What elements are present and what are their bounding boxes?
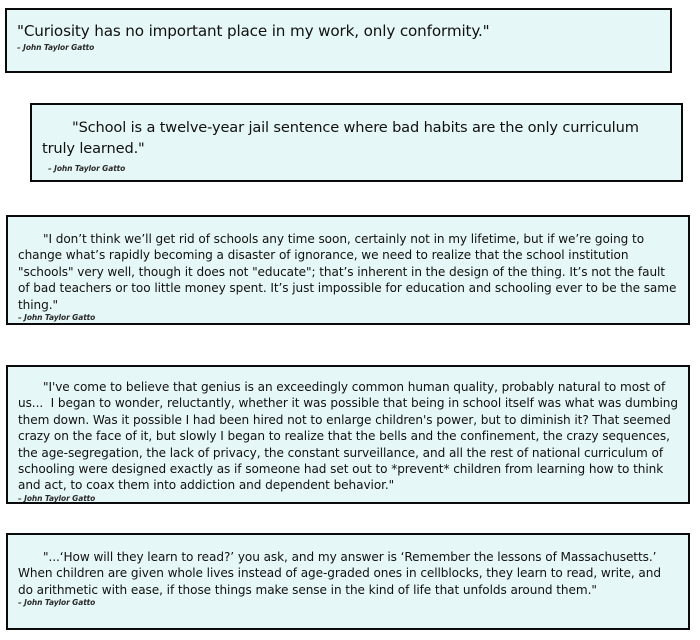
quote-card-2 [30,103,683,182]
quote-attribution-5: – John Taylor Gatto [18,598,96,608]
quote-attribution-2: – John Taylor Gatto [48,164,126,173]
quote-attribution-1: – John Taylor Gatto [17,43,95,52]
quote-card-1 [5,8,672,73]
quote-card-3 [6,215,690,325]
quote-text-4: "I've come to believe that genius is an exceedingly common human quality, probably natural to most of us... I began to wonder, reluctantly, whether it was possible that being in school itself was what was dumbing them down. Was it possible I had been hired not to enlarge children's power, but to diminish it? That seemed crazy on the face of it, but slowly I began to realize that the bells and the confinement, the crazy sequences, the age-segregation, the lack of privacy, the constant surveillance, and all the rest of national curriculum of schooling were designed exactly as if someone had set out to *prevent* children from learning how to think and act, to coax them into addiction and dependent behavior." [18,380,682,493]
quote-text-3: "I don’t think we’ll get rid of schools any time soon, certainly not in my lifetime, but if we’re going to change what’s rapidly becoming a disaster of ignorance, we need to realize that the school institution "schools" very well, though it does not "educate"; that’s inherent in the design of the thing. It’s not the fault of bad teachers or too little money spent. It’s just impossible for education and schooling ever to be the same thing." [18,232,681,312]
quote-card-5 [6,533,690,630]
quote-text-2: "School is a twelve-year jail sentence where bad habits are the only curriculum truly learned." [42,119,644,157]
quote-attribution-3: – John Taylor Gatto [18,313,96,323]
quote-attribution-4: – John Taylor Gatto [18,493,96,503]
quote-text-5: "...‘How will they learn to read?’ you ask, and my answer is ‘Remember the lessons of Massachusetts.’ When children are given whole lives instead of age-graded ones in cellblocks, they learn to read, write, and do arithmetic with ease, if those things make sense in the kind of life that unfolds around them." [18,550,665,597]
quote-card-4 [6,365,690,504]
quote-text-1: "Curiosity has no important place in my work, only conformity." [17,22,490,40]
